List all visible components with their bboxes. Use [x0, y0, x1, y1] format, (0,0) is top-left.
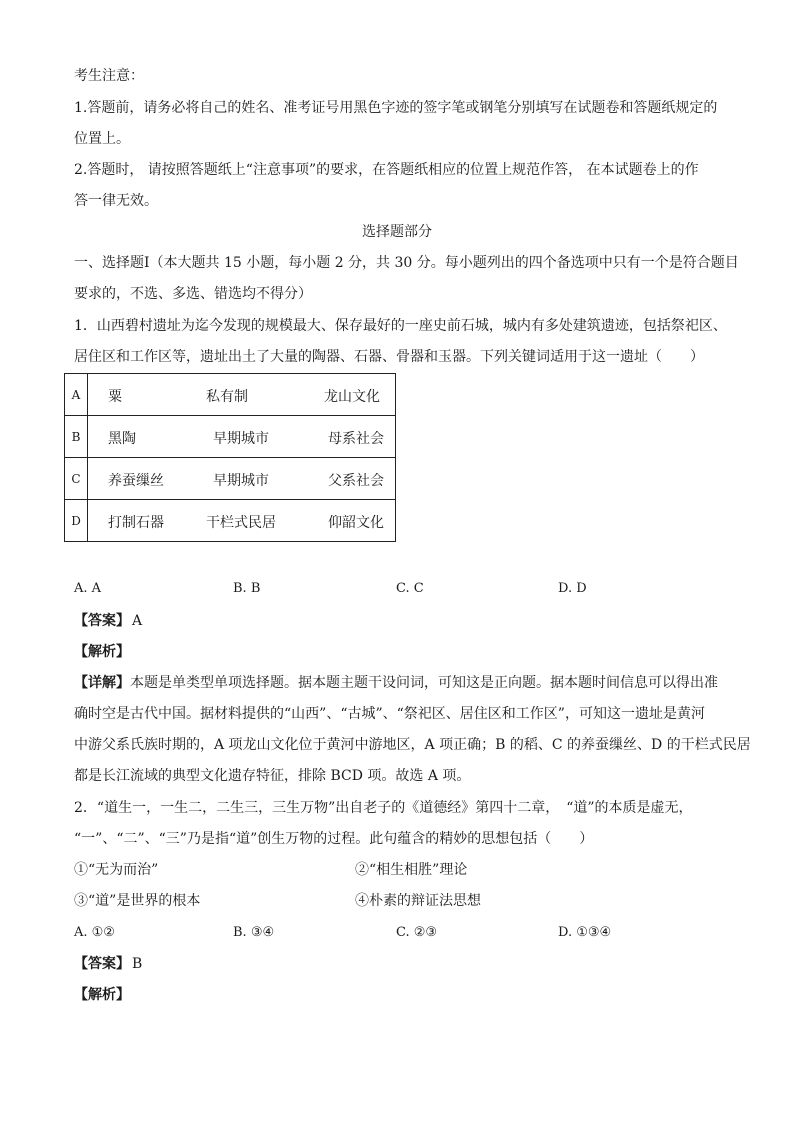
- keyword: 黑陶: [108, 431, 136, 447]
- keyword: 早期城市: [213, 473, 269, 489]
- question-2-choice-b: B. ③④: [233, 925, 275, 940]
- notice-title: 考生注意：: [74, 68, 144, 84]
- question-2-option-2: ②“相生相胜”理论: [355, 862, 468, 878]
- question-2-stem-line-1: 2．“道生一，一生二，二生三，三生万物”出自老子的《道德经》第四十二章， “道”的本质是虚无，: [74, 800, 693, 816]
- question-1-analysis-tag: 【解析】: [74, 644, 130, 660]
- keyword: 父系社会: [328, 473, 384, 489]
- answer-tag: 【答案】: [74, 956, 130, 972]
- keyword: 母系社会: [328, 431, 384, 447]
- answer-value: A: [132, 613, 143, 629]
- question-2-option-3: ③“道”是世界的根本: [74, 893, 201, 909]
- question-2-answer: [74, 954, 142, 974]
- answer-tag: 【答案】: [74, 613, 130, 629]
- keyword: 粟: [108, 389, 122, 405]
- notice-item-1-line-2: 位置上。: [74, 131, 130, 147]
- question-2-option-4: ④朴素的辩证法思想: [355, 893, 481, 909]
- question-1-choice-a: A. A: [74, 581, 102, 596]
- detail-text: 本题是单类型单项选择题。据本题主题干设问词，可知这是正向题。据本题时间信息可以得出准: [130, 675, 718, 691]
- row-keywords: [88, 500, 396, 542]
- notice-item-2-line-1: 2.答题时， 请按照答题纸上“注意事项”的要求，在答题纸相应的位置上规范作答， 在本试题卷上的作: [74, 162, 699, 178]
- question-1-answer: [74, 611, 142, 631]
- row-letter: C: [65, 458, 88, 500]
- question-1-choice-b: B. B: [233, 581, 261, 596]
- row-keywords: [88, 458, 396, 500]
- keyword: 私有制: [206, 389, 248, 405]
- table-row: [65, 374, 396, 416]
- question-2-stem-line-2: “一”、“二”、“三”乃是指“道”创生万物的过程。此句蕴含的精妙的思想包括（ ）: [74, 831, 594, 847]
- question-2-choice-d: D. ①③④: [558, 925, 612, 940]
- question-1-detail-line-2: 确时空是古代中国。据材料提供的“山西”、“古城”、“祭祀区、居住区和工作区”，可知这一遗址是黄河: [74, 706, 705, 722]
- question-1-detail-line-4: 都是长江流域的典型文化遗存特征，排除 BCD 项。故选 A 项。: [74, 768, 471, 784]
- question-2-choice-a: A. ①②: [74, 925, 115, 940]
- question-1-stem-line-1: 1．山西碧村遗址为迄今发现的规模最大、保存最好的一座史前石城，城内有多处建筑遗迹，包括祭祀区、: [74, 318, 727, 334]
- section-intro-line-2: 要求的，不选、多选、错选均不得分）: [74, 286, 312, 302]
- section-intro-line-1: 一、选择题Ⅰ（本大题共 15 小题，每小题 2 分，共 30 分。每小题列出的四个备选项中只有一个是符合题目: [74, 255, 739, 271]
- question-2-option-1: ①“无为而治”: [74, 862, 159, 878]
- table-row: [65, 500, 396, 542]
- detail-tag: 【详解】: [74, 675, 130, 691]
- question-1-choice-d: D. D: [558, 581, 587, 596]
- notice-item-2-line-2: 答一律无效。: [74, 193, 158, 209]
- table-row: [65, 416, 396, 458]
- row-letter: B: [65, 416, 88, 458]
- question-1-options-table: [64, 373, 396, 542]
- question-1-detail-line-1: [74, 673, 718, 693]
- notice-item-1-line-1: 1.答题前，请务必将自己的姓名、准考证号用黑色字迹的签字笔或钢笔分别填写在试题卷和答题纸规定的: [74, 100, 718, 116]
- section-title: 选择题部分: [362, 224, 432, 240]
- row-letter: D: [65, 500, 88, 542]
- keyword: 打制石器: [108, 515, 164, 531]
- answer-value: B: [132, 956, 143, 972]
- keyword: 仰韶文化: [328, 515, 384, 531]
- question-1-choice-c: C. C: [396, 581, 424, 596]
- keyword: 养蚕缫丝: [108, 473, 164, 489]
- table-row: [65, 458, 396, 500]
- question-1-detail-line-3: 中游父系氏族时期的，A 项龙山文化位于黄河中游地区，A 项正确；B 的稻、C 的养蚕缫丝、D 的干栏式民居: [74, 737, 751, 753]
- row-keywords: [88, 416, 396, 458]
- keyword: 干栏式民居: [206, 515, 276, 531]
- keyword: 龙山文化: [324, 389, 380, 405]
- keyword: 早期城市: [213, 431, 269, 447]
- question-2-choice-c: C. ②③: [396, 925, 438, 940]
- question-1-stem-line-2: 居住区和工作区等，遗址出土了大量的陶器、石器、骨器和玉器。下列关键词适用于这一遗址（ ）: [74, 349, 704, 365]
- question-2-analysis-tag: 【解析】: [74, 987, 130, 1003]
- row-letter: A: [65, 374, 88, 416]
- row-keywords: [88, 374, 396, 416]
